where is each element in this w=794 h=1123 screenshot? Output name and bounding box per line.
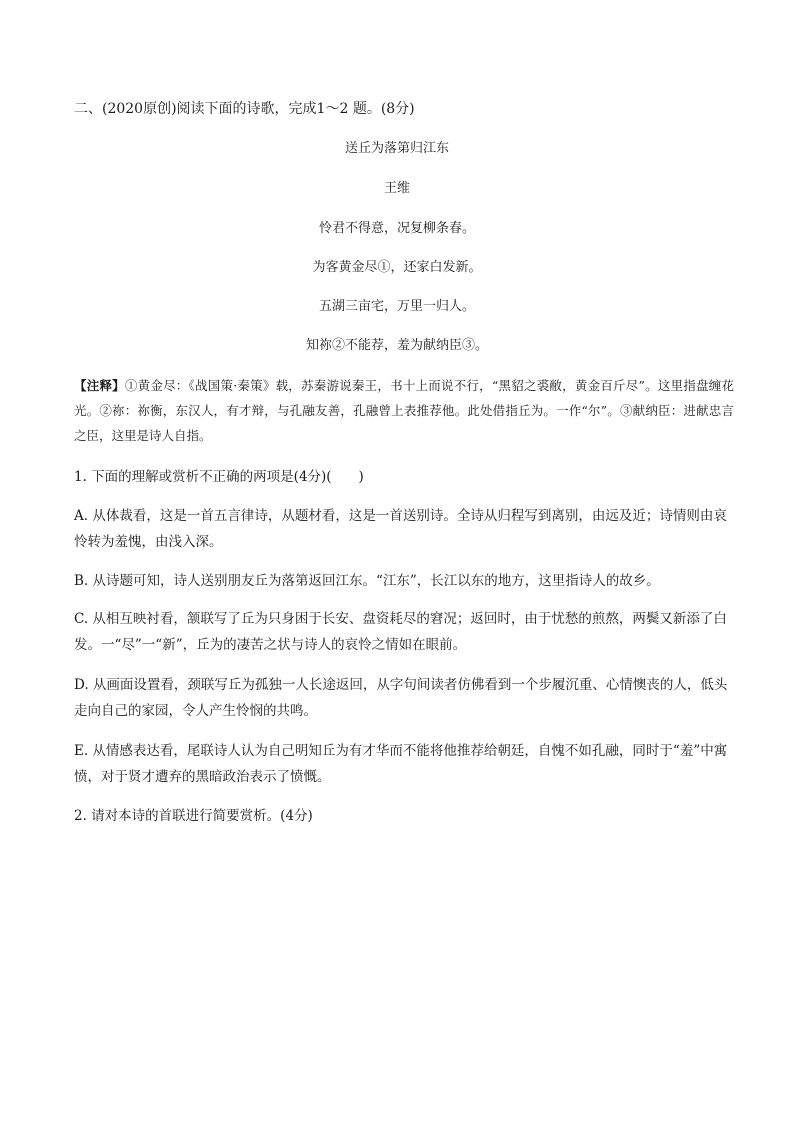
poem-notes [74, 373, 734, 448]
question-1-option-b: B. 从诗题可知，诗人送别朋友丘为落第返回江东。“江东”，长江以东的地方，这里指诗人的故乡。 [74, 573, 660, 589]
section-heading: 二、(2020原创)阅读下面的诗歌，完成1～2 题。(8分) [74, 101, 415, 117]
poem-line: 怜君不得意，况复柳条春。 [318, 221, 475, 236]
poem-author: 王维 [383, 181, 410, 196]
notes-text: ①黄金尽：《战国策·秦策》载，苏秦游说秦王，书十上而说不行，“黑貂之裘敝，黄金百斤尽”。这里指盘缠花光。②祢：祢衡，东汉人，有才辩，与孔融友善，孔融曾上表推荐他。此处借指丘为。一作“尔”。③献纳臣：进献忠言之臣，这里是诗人自指。 [74, 378, 734, 443]
question-1-option-c: C. 从相互映衬看，颔联写了丘为只身困于长安、盘资耗尽的窘况；返回时，由于忧愁的煎熬，两鬓又新添了白发。一“尽”一“新”，丘为的凄苦之状与诗人的哀怜之情如在眼前。 [74, 611, 727, 653]
question-1-option-d: D. 从画面设置看，颈联写丘为孤独一人长途返回，从字句间读者仿佛看到一个步履沉重、心情懊丧的人，低头走向自己的家园，令人产生怜悯的共鸣。 [74, 677, 728, 719]
notes-tag: 【注释】 [74, 378, 125, 393]
poem-line: 为客黄金尽①，还家白发新。 [312, 260, 482, 275]
question-1-option-e: E. 从情感表达看，尾联诗人认为自己明知丘为有才华而不能将他推荐给朝廷，自愧不如孔融，同时于“羞”中寓愤，对于贤才遭弃的黑暗政治表示了愤慨。 [74, 743, 728, 785]
question-2-stem: 2. 请对本诗的首联进行简要赏析。(4分) [74, 808, 313, 824]
question-1-stem: 1. 下面的理解或赏析不正确的两项是(4分)( ) [74, 469, 364, 485]
poem-title: 送丘为落第归江东 [344, 141, 449, 156]
question-1-option-a: A. 从体裁看，这是一首五言律诗，从题材看，这是一首送别诗。全诗从归程写到离别，由远及近；诗情则由哀怜转为羞愧，由浅入深。 [74, 508, 727, 550]
poem-line: 五湖三亩宅，万里一归人。 [318, 299, 475, 314]
poem-line: 知祢②不能荐，羞为献纳臣③。 [305, 338, 488, 353]
